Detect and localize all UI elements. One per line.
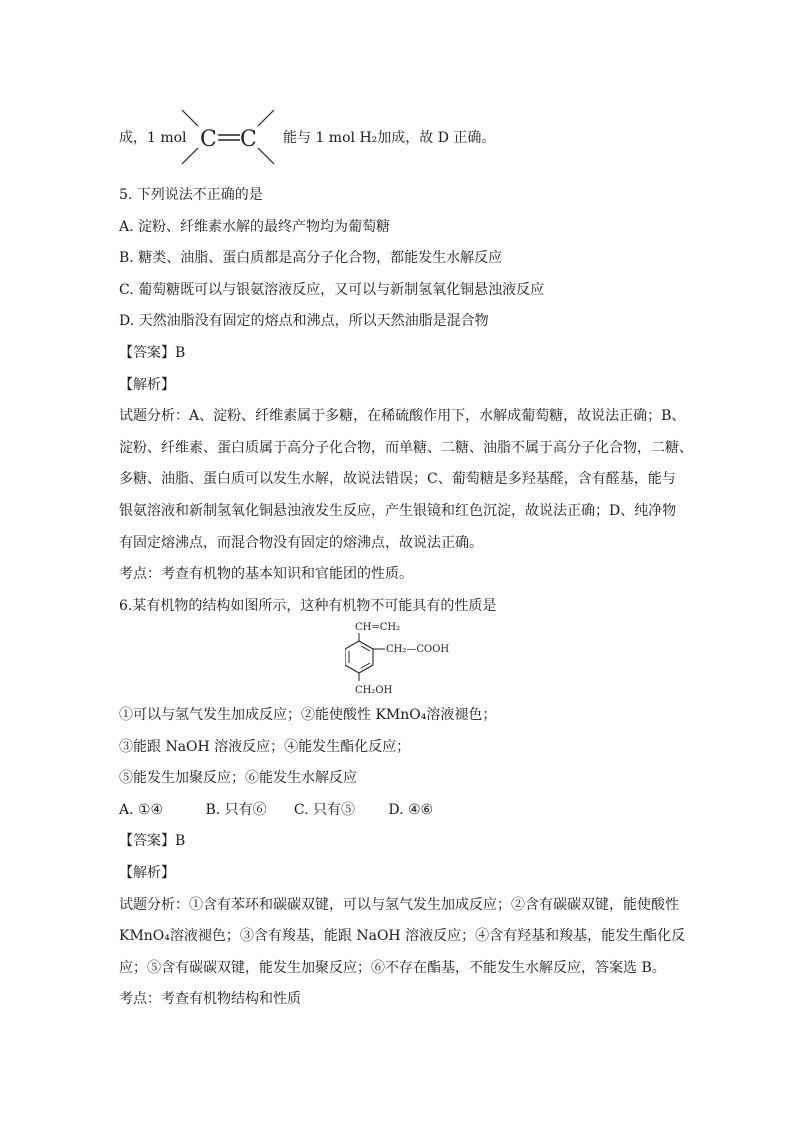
q4-tail-pre: 成，1 mol xyxy=(119,130,187,146)
q6-kaodian: 考点：考查有机物结构和性质 xyxy=(119,991,301,1008)
q5-kaodian: 考点：考查有机物的基本知识和官能团的性质。 xyxy=(119,566,413,583)
q6-stem: 6.某有机物的结构如图所示，这种有机物不可能具有的性质是 xyxy=(119,597,497,614)
q4-tail-post: 能与 1 mol H₂加成，故 D 正确。 xyxy=(283,130,496,146)
substituent-vinyl: CH=CH₂ xyxy=(355,622,401,633)
q6-analysis-line: KMnO₄溶液褪色；③含有羧基，能跟 NaOH 溶液反应；④含有羟基和羧基，能发生酯化反 xyxy=(119,928,686,945)
alkene-bond-lr xyxy=(258,148,274,164)
q6-option-b: B. 只有⑥ xyxy=(205,801,267,818)
q6-analysis-line: 试题分析：①含有苯环和碳碳双键，可以与氢气发生加成反应；②含有碳碳双键，能使酸性 xyxy=(119,896,679,913)
q5-block xyxy=(119,180,693,622)
q6-prop-line: ⑤能发生加聚反应；⑥能发生水解反应 xyxy=(119,770,357,787)
q5-option-b: B. 糖类、油脂、蛋白质都是高分子化合物，都能发生水解反应 xyxy=(119,250,503,267)
q5-analysis-line: 多糖、油脂、蛋白质可以发生水解，故说法错误；C、葡萄糖是多羟基醛，含有醛基，能与 xyxy=(119,471,676,488)
q5-analysis-line: 试题分析：A、淀粉、纤维素属于多糖，在稀硫酸作用下，水解成葡萄糖，故说法正确；B、 xyxy=(119,408,686,425)
substituent-hydroxymethyl: CH₂OH xyxy=(355,685,393,696)
q6-block xyxy=(119,700,686,1016)
q6-analysis-heading: 【解析】 xyxy=(119,864,175,881)
alkene-structure xyxy=(178,104,278,168)
q6-prop-line: ①可以与氢气发生加成反应；②能使酸性 KMnO₄溶液褪色； xyxy=(119,707,497,723)
q5-analysis-line: 淀粉、纤维素、蛋白质属于高分子化合物，而单糖、二糖、油脂不属于高分子化合物，二糖、 xyxy=(119,439,693,456)
q5-answer: 【答案】B xyxy=(119,344,186,361)
alkene-atom-left: C xyxy=(200,127,217,152)
q5-analysis-line: 有固定熔沸点，而混合物没有固定的熔沸点，故说法正确。 xyxy=(119,534,483,551)
benzene-structure xyxy=(345,617,465,699)
q6-prop-line: ③能跟 NaOH 溶液反应；④能发生酯化反应； xyxy=(119,738,411,755)
q6-option-c: C. 只有⑤ xyxy=(293,801,356,818)
q6-option-d: D. ④⑥ xyxy=(388,801,434,818)
alkene-bond-ur xyxy=(258,110,274,126)
q5-option-a: A. 淀粉、纤维素水解的最终产物均为葡萄糖 xyxy=(119,218,391,235)
alkene-atom-right: C xyxy=(240,127,257,152)
q5-stem: 5. 下列说法不正确的是 xyxy=(119,187,263,203)
alkene-bond-ul xyxy=(182,110,198,126)
alkene-bond-ll xyxy=(182,148,198,164)
q6-analysis-line: 应；⑤含有碳碳双键，能发生加聚反应；⑥不存在酯基，不能发生水解反应，答案选 B。 xyxy=(119,959,666,976)
q5-option-d: D. 天然油脂没有固定的熔点和沸点，所以天然油脂是混合物 xyxy=(119,313,489,330)
q6-answer: 【答案】B xyxy=(119,833,186,850)
q6-options xyxy=(119,795,679,827)
substituent-acetic: CH₂—COOH xyxy=(386,644,450,655)
q5-option-c: C. 葡萄糖既可以与银氨溶液反应，又可以与新制氢氧化铜悬浊液反应 xyxy=(119,281,545,298)
q5-analysis-line: 银氨溶液和新制氢氧化铜悬浊液发生反应，产生银镜和红色沉淀，故说法正确；D、纯净物 xyxy=(119,502,677,519)
q5-analysis-heading: 【解析】 xyxy=(119,376,175,393)
q6-option-a: A. ①④ xyxy=(119,801,164,818)
